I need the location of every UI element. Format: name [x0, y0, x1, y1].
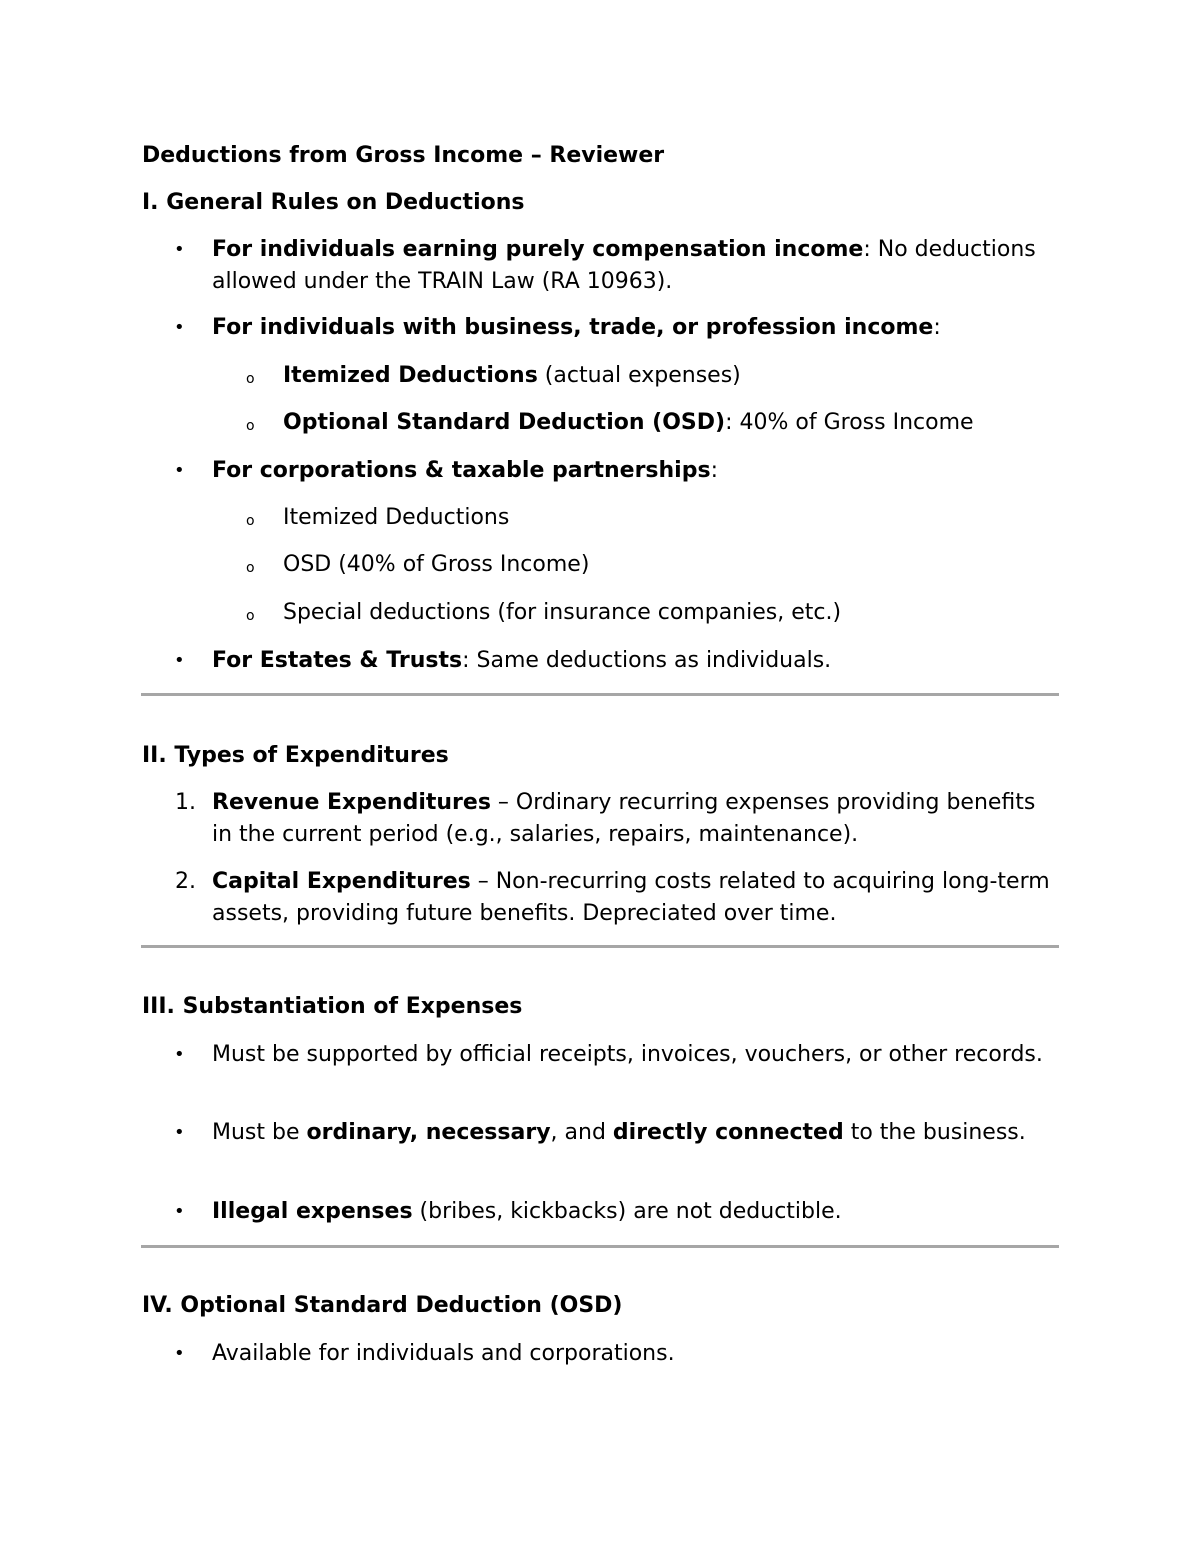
item-number: 1.	[175, 790, 196, 815]
document-title: Deductions from Gross Income – Reviewer	[142, 143, 665, 168]
list-item	[212, 312, 1062, 344]
list-item	[212, 234, 1062, 298]
list-item	[212, 645, 1062, 677]
item-bold-term: ordinary, necessary	[306, 1120, 551, 1145]
item-bold-term: directly connected	[612, 1120, 844, 1145]
item-bold-label: For Estates & Trusts	[212, 648, 463, 673]
item-text: , and	[550, 1120, 613, 1145]
section-heading-substantiation: III. Substantiation of Expenses	[142, 994, 523, 1019]
numbered-item	[175, 866, 1062, 930]
item-text: (actual expenses)	[537, 363, 741, 388]
item-bold-label: For corporations & taxable partnerships	[212, 458, 711, 483]
sub-list-item: o OSD (40% of Gross Income)	[283, 549, 1063, 581]
item-text: – Ordinary recurring expenses providing benefits in the current period (e.g., salaries, repairs, maintenance).	[212, 790, 1036, 847]
section-divider	[141, 693, 1059, 696]
item-text: (bribes, kickbacks) are not deductible.	[412, 1199, 842, 1224]
sub-list-item	[283, 407, 1063, 439]
section-divider	[141, 945, 1059, 948]
item-text: – Non-recurring costs related to acquiring long-term assets, providing future benefits. Depreciated over time.	[212, 869, 1050, 926]
section-heading-general-rules: I. General Rules on Deductions	[142, 190, 525, 215]
list-item: • Available for individuals and corporations.	[212, 1338, 1062, 1370]
item-text: : Same deductions as individuals.	[462, 648, 832, 673]
item-text: : 40% of Gross Income	[725, 410, 974, 435]
section-heading-types-of-expenditures: II. Types of Expenditures	[142, 743, 449, 768]
item-bold-label: Itemized Deductions	[283, 363, 538, 388]
item-text: Must be	[212, 1120, 307, 1145]
list-item	[212, 455, 1062, 487]
sub-list-item: o Special deductions (for insurance companies, etc.)	[283, 597, 1063, 629]
item-text: to the business.	[843, 1120, 1026, 1145]
sub-list-item: o Itemized Deductions	[283, 502, 1063, 534]
list-item	[212, 1117, 1062, 1149]
section-divider	[141, 1245, 1059, 1248]
item-text: :	[710, 458, 718, 483]
item-bold-label: Revenue Expenditures	[212, 790, 491, 815]
item-bold-label: Optional Standard Deduction (OSD)	[283, 410, 726, 435]
list-item	[212, 1196, 1062, 1228]
section-heading-osd: IV. Optional Standard Deduction (OSD)	[142, 1293, 623, 1318]
numbered-item	[175, 787, 1062, 851]
item-number: 2.	[175, 869, 196, 894]
item-bold-label: Illegal expenses	[212, 1199, 413, 1224]
item-bold-label: For individuals with business, trade, or profession income	[212, 315, 934, 340]
item-bold-label: For individuals earning purely compensation income	[212, 237, 864, 262]
list-item: • Must be supported by official receipts, invoices, vouchers, or other records.	[212, 1039, 1062, 1071]
item-bold-label: Capital Expenditures	[212, 869, 471, 894]
sub-list-item	[283, 360, 1063, 392]
item-text: :	[933, 315, 941, 340]
item-text: : No deductions allowed under the TRAIN Law (RA 10963).	[212, 237, 1036, 294]
